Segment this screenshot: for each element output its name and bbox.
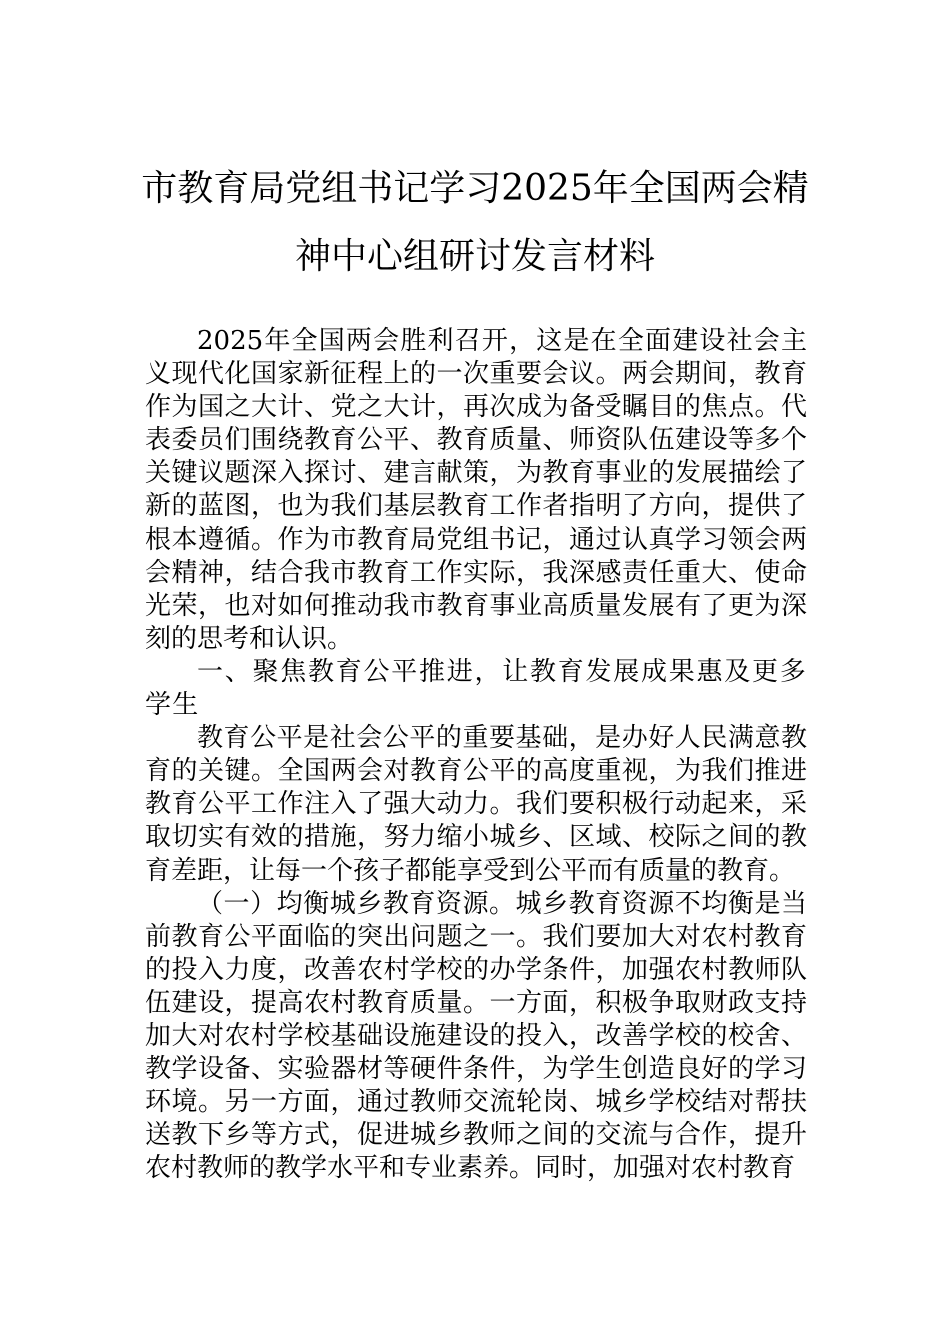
section-heading-1: 一、聚焦教育公平推进，让教育发展成果惠及更多学生 <box>145 656 807 721</box>
intro-paragraph: 2025年全国两会胜利召开，这是在全面建设社会主义现代化国家新征程上的一次重要会议。两会期间，教育作为国之大计、党之大计，再次成为备受瞩目的焦点。代表委员们围绕教育公平、教育质量、师资队伍建设等多个关键议题深入探讨、建言献策，为教育事业的发展描绘了新的蓝图，也为我们基层教育工作者指明了方向，提供了根本遵循。作为市教育局党组书记，通过认真学习领会两会精神，结合我市教育工作实际，我深感责任重大、使命光荣，也对如何推动我市教育事业高质量发展有了更为深刻的思考和认识。 <box>145 326 807 654</box>
document-title-line-1: 市教育局党组书记学习2025年全国两会精 <box>141 168 809 209</box>
document-title-line-2: 神中心组研讨发言材料 <box>294 236 655 277</box>
document-body <box>145 325 807 1185</box>
section-1-paragraph: 教育公平是社会公平的重要基础，是办好人民满意教育的关键。全国两会对教育公平的高度重视，为我们推进教育公平工作注入了强大动力。我们要积极行动起来，采取切实有效的措施，努力缩小城乡、区域、校际之间的教育差距，让每一个孩子都能享受到公平而有质量的教育。 <box>145 723 807 886</box>
subsection-1-paragraph: （一）均衡城乡教育资源。城乡教育资源不均衡是当前教育公平面临的突出问题之一。我们要加大对农村教育的投入力度，改善农村学校的办学条件，加强农村教师队伍建设，提高农村教育质量。一方面，积极争取财政支持加大对农村学校基础设施建设的投入，改善学校的校舍、教学设备、实验器材等硬件条件，为学生创造良好的学习环境。另一方面，通过教师交流轮岗、城乡学校结对帮扶送教下乡等方式，促进城乡教师之间的交流与合作，提升农村教师的教学水平和专业素养。同时，加强对农村教育 <box>145 888 807 1184</box>
